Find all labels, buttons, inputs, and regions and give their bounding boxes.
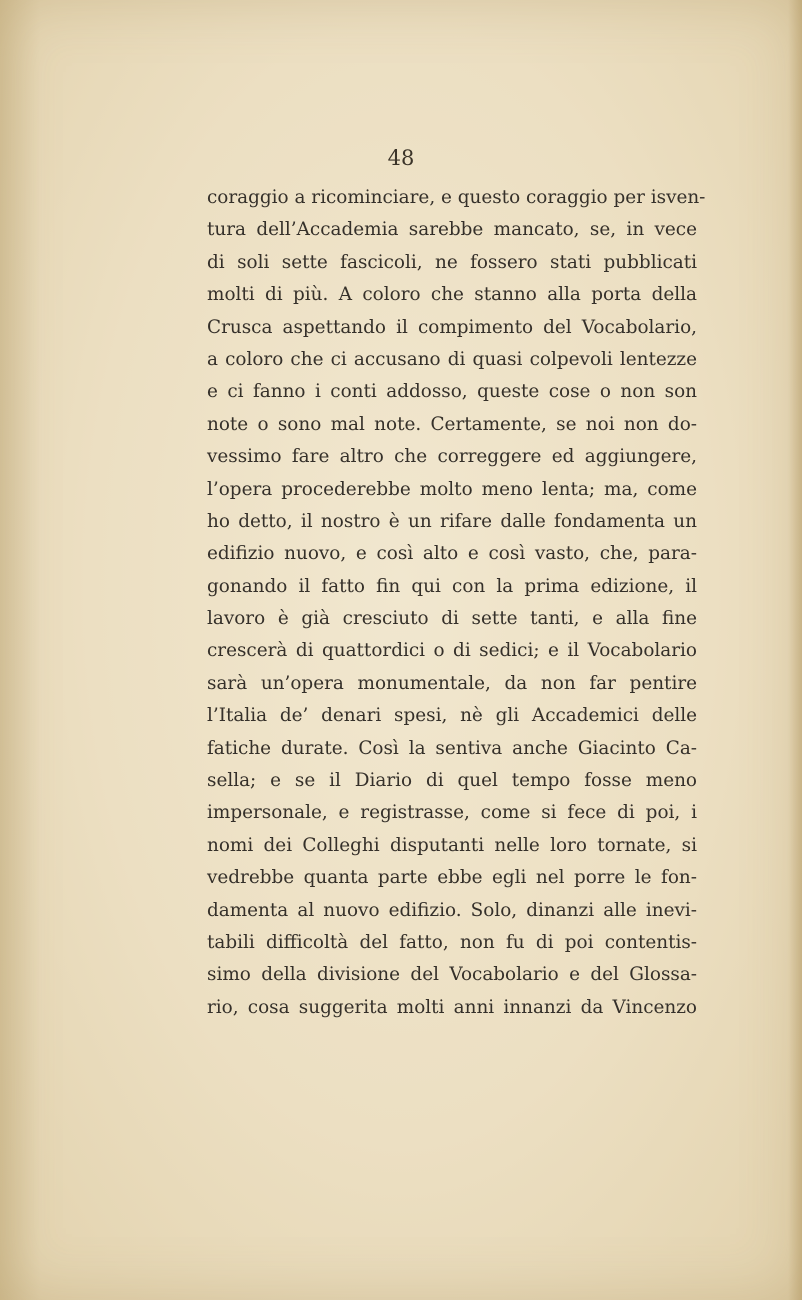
text-line: e ci fanno i conti addosso, queste cose o non son [207, 381, 697, 403]
page-right-edge [788, 0, 802, 1300]
text-line: fatiche durate. Così la sentiva anche Giacinto Ca- [207, 737, 697, 759]
text-line: l’Italia de’ denari spesi, nè gli Accademici delle [207, 705, 697, 727]
text-line: Crusca aspettando il compimento del Vocabolario, [207, 316, 697, 338]
text-line: nomi dei Colleghi disputanti nelle loro tornate, si [207, 834, 697, 856]
body-text [207, 182, 706, 1024]
text-line: tabili difficoltà del fatto, non fu di poi contentis- [207, 931, 697, 953]
page-left-shading [0, 0, 40, 1300]
text-line: crescerà di quattordici o di sedici; e il Vocabolario [207, 640, 697, 662]
text-line: ho detto, il nostro è un rifare dalle fondamenta un [207, 510, 697, 532]
text-line: edifizio nuovo, e così alto e così vasto, che, para- [207, 543, 697, 565]
text-line: damenta al nuovo edifizio. Solo, dinanzi alle inevi- [207, 899, 697, 921]
text-line: vedrebbe quanta parte ebbe egli nel porre le fon- [207, 867, 697, 889]
text-line: gonando il fatto fin qui con la prima edizione, il [207, 575, 697, 597]
text-line: di soli sette fascicoli, ne fossero stati pubblicati [207, 251, 697, 273]
text-line: lavoro è già cresciuto di sette tanti, e alla fine [207, 608, 697, 630]
text-line: rio, cosa suggerita molti anni innanzi da Vincenzo [207, 996, 697, 1018]
text-line: vessimo fare altro che correggere ed aggiungere, [207, 446, 697, 468]
text-line: tura dell’Accademia sarebbe mancato, se, in vece [207, 219, 697, 241]
text-line: sarà un’opera monumentale, da non far pentire [207, 672, 697, 694]
text-line: note o sono mal note. Certamente, se noi non do- [207, 413, 697, 435]
text-line: impersonale, e registrasse, come si fece di poi, i [207, 802, 697, 824]
text-line: coraggio a ricominciare, e questo coraggio per isven- [207, 187, 706, 208]
text-line: simo della divisione del Vocabolario e del Glossa- [207, 964, 697, 986]
page-number: 48 [387, 146, 415, 170]
text-line: molti di più. A coloro che stanno alla porta della [207, 284, 697, 306]
text-line: l’opera procederebbe molto meno lenta; ma, come [207, 478, 697, 500]
text-line: sella; e se il Diario di quel tempo fosse meno [207, 770, 697, 792]
text-line: a coloro che ci accusano di quasi colpevoli lentezze [207, 348, 697, 370]
